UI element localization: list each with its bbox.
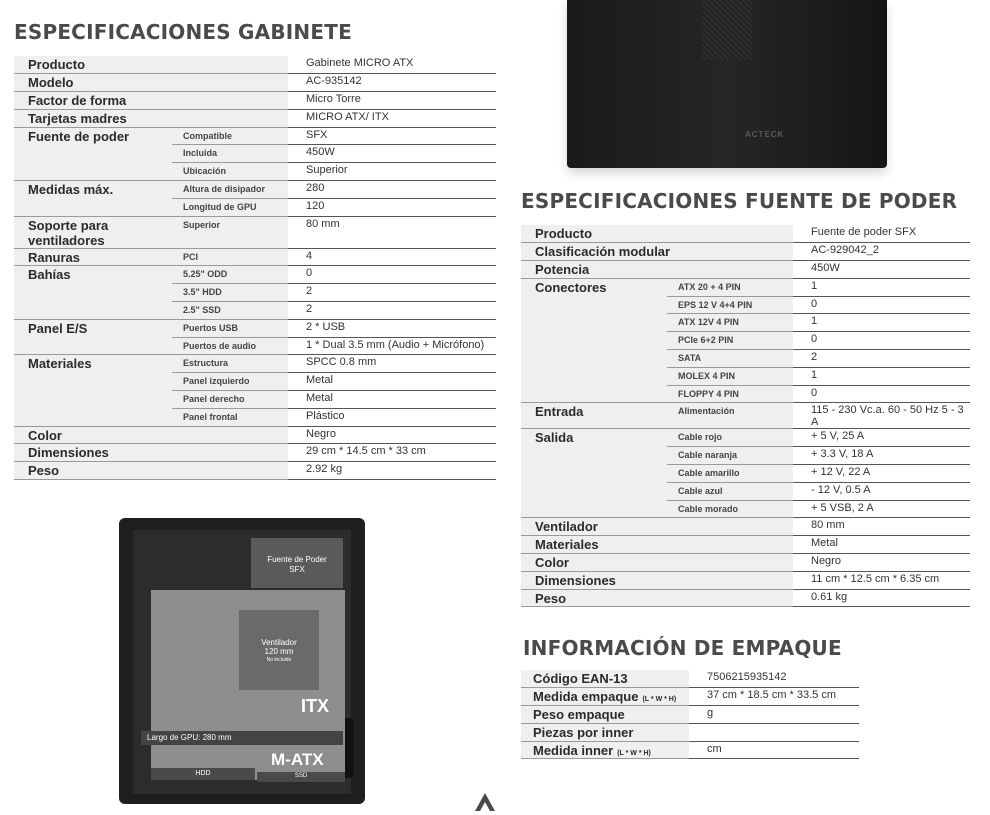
spec-row [521,536,970,554]
spec-subkey: Puertos de audio [172,337,288,355]
spec-value: Metal [793,536,970,554]
spec-value: 4 [288,248,496,266]
empaque-row [521,723,859,741]
ssd-bay: SSD [257,772,345,782]
spec-row [14,248,496,266]
spec-subkey: Estructura [172,355,288,373]
spec-subkey: Ubicación [172,163,288,181]
spec-row [14,355,496,373]
fan-area: Ventilador 120 mm No incluido [239,610,319,690]
spec-row [521,243,970,261]
spec-value: 2 * USB [288,319,496,337]
spec-subkey: Cable azul [667,482,793,500]
spec-key: Panel E/S [14,319,172,355]
spec-value: + 3.3 V, 18 A [793,447,970,465]
empaque-key [521,706,689,724]
spec-value: 2 [793,350,970,368]
spec-subkey: Panel derecho [172,391,288,409]
spec-key: Entrada [521,403,667,429]
gabinete-title: ESPECIFICACIONES GABINETE [14,20,352,44]
spec-key: Dimensiones [14,444,288,462]
spec-row [14,319,496,337]
spec-subkey: Incluida [172,145,288,163]
spec-key: Fuente de poder [14,127,172,180]
spec-row [521,403,970,429]
spec-subkey: Panel izquierdo [172,373,288,391]
empaque-value: g [689,706,859,724]
spec-row [14,92,496,110]
spec-key: Clasificación modular [521,243,793,261]
spec-row [521,571,970,589]
spec-row [14,444,496,462]
spec-subkey: 5.25" ODD [172,266,288,284]
spec-row [14,56,496,74]
empaque-key-label: Código EAN-13 [533,671,628,686]
spec-key: Tarjetas madres [14,109,288,127]
hdd-bay: HDD [151,768,255,780]
spec-row [521,589,970,607]
empaque-value: 7506215935142 [689,670,859,688]
empaque-key-label: Piezas por inner [533,724,634,740]
spec-value: 115 - 230 Vc.a. 60 - 50 Hz 5 - 3 A [793,403,970,429]
spec-subkey: MOLEX 4 PIN [667,367,793,385]
spec-value: Negro [288,426,496,444]
spec-key: Conectores [521,278,667,403]
spec-subkey: PCIe 6+2 PIN [667,332,793,350]
empaque-row [521,706,859,724]
spec-key: Dimensiones [521,571,793,589]
spec-subkey: 3.5" HDD [172,284,288,302]
spec-value: 80 mm [793,518,970,536]
spec-subkey: Panel frontal [172,408,288,426]
spec-subkey: EPS 12 V 4+4 PIN [667,296,793,314]
spec-value: Fuente de poder SFX [793,225,970,243]
spec-value: 0 [793,332,970,350]
spec-value: + 5 VSB, 2 A [793,500,970,518]
spec-value: MICRO ATX/ ITX [288,109,496,127]
spec-value: Metal [288,373,496,391]
spec-value: 11 cm * 12.5 cm * 6.35 cm [793,571,970,589]
spec-subkey: 2.5" SSD [172,302,288,320]
spec-row [521,554,970,572]
spec-key: Peso [521,589,793,607]
spec-subkey: Longitud de GPU [172,198,288,216]
spec-value: 280 [288,181,496,199]
spec-value: AC-935142 [288,74,496,92]
spec-value: 450W [793,261,970,279]
spec-subkey: Compatible [172,127,288,145]
empaque-row [521,741,859,759]
case-photo [567,0,887,168]
spec-row [521,225,970,243]
spec-subkey: Superior [172,216,288,248]
spec-value: 0 [793,296,970,314]
empaque-key-unit: (L * W * H) [642,696,677,704]
spec-subkey: Cable morado [667,500,793,518]
empaque-value: cm [689,741,859,759]
acteck-logo-icon [474,792,496,812]
spec-value: Plástico [288,408,496,426]
fuente-title: ESPECIFICACIONES FUENTE DE PODER [521,189,958,213]
spec-value: + 5 V, 25 A [793,429,970,447]
spec-subkey: Altura de disipador [172,181,288,199]
spec-value: 120 [288,198,496,216]
spec-row [14,127,496,145]
spec-subkey: PCI [172,248,288,266]
matx-label: M-ATX [271,750,324,769]
spec-key: Potencia [521,261,793,279]
spec-key: Soporte para ventiladores [14,216,172,248]
fuente-spec-table [521,225,970,607]
spec-value: 1 * Dual 3.5 mm (Audio + Micrófono) [288,337,496,355]
spec-value: Micro Torre [288,92,496,110]
empaque-row [521,670,859,688]
spec-value: 80 mm [288,216,496,248]
spec-key: Bahías [14,266,172,319]
empaque-table [521,670,859,759]
spec-subkey: Cable rojo [667,429,793,447]
spec-row [521,278,970,296]
spec-key: Ventilador [521,518,793,536]
spec-key: Materiales [14,355,172,426]
case-layout-diagram [119,518,365,804]
spec-row [14,462,496,480]
spec-row [14,266,496,284]
spec-key: Producto [14,56,288,74]
spec-row [521,261,970,279]
spec-value: 0 [793,385,970,403]
spec-row [521,429,970,447]
case-brand-logo: ACTECK [745,130,785,139]
psu-bay: Fuente de Poder SFX [251,538,343,588]
spec-row [14,109,496,127]
spec-key: Factor de forma [14,92,288,110]
empaque-value: 37 cm * 18.5 cm * 33.5 cm [689,688,859,706]
empaque-key-label: Medida empaque [533,689,639,705]
empaque-title: INFORMACIÓN DE EMPAQUE [523,636,842,660]
gabinete-spec-table [14,56,496,480]
spec-value: Superior [288,163,496,181]
spec-value: 0 [288,266,496,284]
spec-value: 2 [288,302,496,320]
spec-key: Color [14,426,288,444]
empaque-key [521,688,689,706]
empaque-key [521,670,689,688]
empaque-value [689,723,859,741]
spec-key: Color [521,554,793,572]
empaque-key [521,741,689,759]
spec-value: - 12 V, 0.5 A [793,482,970,500]
spec-value: 2 [288,284,496,302]
case-mesh [702,0,752,60]
spec-value: Metal [288,391,496,409]
spec-value: 1 [793,278,970,296]
spec-value: Gabinete MICRO ATX [288,56,496,74]
gpu-length-label: Largo de GPU: 280 mm [141,731,343,745]
io-rail [345,718,353,778]
empaque-key-label: Peso empaque [533,707,625,723]
spec-key: Peso [14,462,288,480]
spec-key: Producto [521,225,793,243]
spec-subkey: Puertos USB [172,319,288,337]
spec-value: 0.61 kg [793,589,970,607]
spec-subkey: Alimentación [667,403,793,429]
spec-value: 1 [793,314,970,332]
spec-value: SFX [288,127,496,145]
spec-key: Salida [521,429,667,518]
empaque-key-label: Medida inner [533,742,614,758]
spec-key: Materiales [521,536,793,554]
empaque-row [521,688,859,706]
spec-row [14,216,496,248]
spec-key: Medidas máx. [14,181,172,217]
spec-value: 29 cm * 14.5 cm * 33 cm [288,444,496,462]
empaque-key-unit: (L * W * H) [617,749,651,757]
itx-label: ITX [301,696,330,716]
spec-value: SPCC 0.8 mm [288,355,496,373]
spec-value: 450W [288,145,496,163]
spec-value: 2.92 kg [288,462,496,480]
spec-key: Ranuras [14,248,172,266]
spec-value: Negro [793,554,970,572]
spec-value: AC-929042_2 [793,243,970,261]
spec-key: Modelo [14,74,288,92]
empaque-key [521,723,689,741]
spec-subkey: Cable naranja [667,447,793,465]
spec-row [14,181,496,199]
spec-subkey: SATA [667,350,793,368]
spec-row [14,74,496,92]
spec-value: + 12 V, 22 A [793,465,970,483]
spec-subkey: ATX 12V 4 PIN [667,314,793,332]
spec-subkey: ATX 20 + 4 PIN [667,278,793,296]
spec-row [521,518,970,536]
spec-subkey: Cable amarillo [667,465,793,483]
spec-value: 1 [793,367,970,385]
spec-subkey: FLOPPY 4 PIN [667,385,793,403]
spec-row [14,426,496,444]
